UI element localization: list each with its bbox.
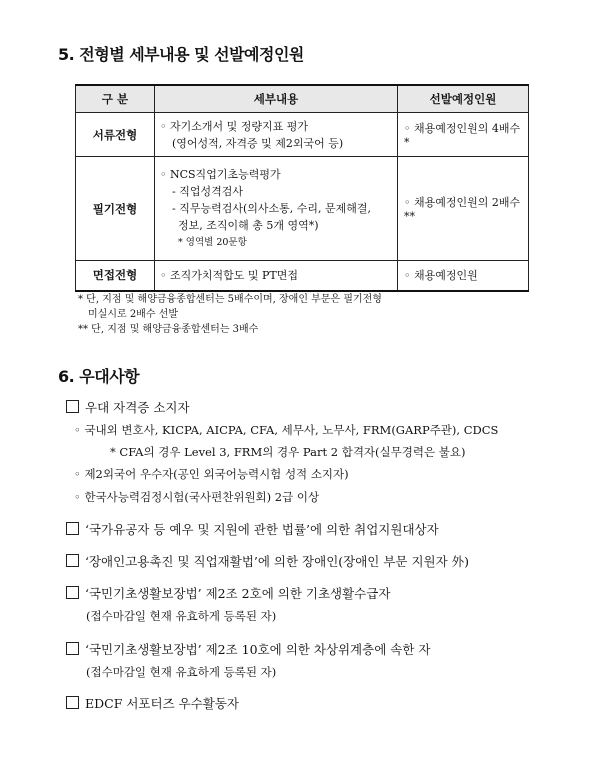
list-item: (접수마감일 현재 유효하게 등록된 자) bbox=[86, 665, 277, 679]
checkbox-icon bbox=[66, 586, 79, 599]
detail-line: ◦ 자기소개서 및 정량지표 평가 bbox=[160, 119, 308, 133]
row-detail bbox=[155, 157, 398, 261]
col-header-category: 구 분 bbox=[76, 85, 155, 113]
checkbox-icon bbox=[66, 522, 79, 535]
list-item: ◦ 국내외 변호사, KICPA, AICPA, CFA, 세무사, 노무사, FRM(GARP주관), CDCS bbox=[74, 423, 499, 437]
checkbox-icon bbox=[66, 696, 79, 709]
row-label: 필기전형 bbox=[76, 157, 155, 261]
list-item: ‘국가유공자 등 예우 및 지원에 관한 법률’에 의한 취업지원대상자 bbox=[66, 520, 439, 538]
list-item: 우대 자격증 소지자 bbox=[66, 398, 190, 416]
table-row bbox=[76, 261, 529, 291]
checkbox-icon bbox=[66, 400, 79, 413]
list-item: (접수마감일 현재 유효하게 등록된 자) bbox=[86, 609, 277, 623]
detail-line: - 직무능력검사(의사소통, 수리, 문제해결, bbox=[172, 202, 372, 215]
list-item: * CFA의 경우 Level 3, FRM의 경우 Part 2 합격자(실무경력은 불요) bbox=[110, 445, 466, 459]
detail-line: ◦ NCS직업기초능력평가 bbox=[160, 168, 281, 181]
list-item: EDCF 서포터즈 우수활동자 bbox=[66, 694, 239, 712]
table-row bbox=[76, 157, 529, 261]
note-line: 미실시로 2배수 선발 bbox=[88, 309, 178, 320]
row-label: 서류전형 bbox=[76, 113, 155, 157]
row-detail: ◦ 조직가치적합도 및 PT면접 bbox=[155, 261, 398, 291]
row-label: 면접전형 bbox=[76, 261, 155, 291]
checkbox-icon bbox=[66, 554, 79, 567]
selection-table bbox=[75, 84, 529, 292]
row-selection: ◦ 채용예정인원의 4배수* bbox=[398, 113, 529, 157]
list-item: ‘국민기초생활보장법’ 제2조 10호에 의한 차상위계층에 속한 자 bbox=[66, 640, 430, 658]
checkbox-icon bbox=[66, 642, 79, 655]
detail-note: * 영역별 20문항 bbox=[178, 237, 247, 248]
note-line: ** 단, 지점 및 해양금융종합센터는 3배수 bbox=[78, 324, 259, 335]
detail-line: - 직업성격검사 bbox=[172, 185, 243, 198]
list-item: ‘장애인고용촉진 및 직업재활법’에 의한 장애인(장애인 부문 지원자 外) bbox=[66, 552, 469, 570]
list-item: ◦ 한국사능력검정시험(국사편찬위원회) 2급 이상 bbox=[74, 490, 320, 504]
list-item: ◦ 제2외국어 우수자(공인 외국어능력시험 성적 소지자) bbox=[74, 467, 349, 481]
table-notes bbox=[78, 292, 382, 337]
note-line: * 단, 지점 및 해양금융종합센터는 5배수이며, 장애인 부문은 필기전형 bbox=[78, 294, 382, 305]
row-selection: ◦ 채용예정인원의 2배수** bbox=[398, 157, 529, 261]
section6-title: 6. 우대사항 bbox=[58, 367, 140, 386]
detail-line: (영어성적, 자격증 및 제2외국어 등) bbox=[172, 136, 344, 150]
section5-title: 5. 전형별 세부내용 및 선발예정인원 bbox=[58, 45, 304, 64]
detail-line: 정보, 조직이해 총 5개 영역*) bbox=[178, 219, 319, 232]
row-detail bbox=[155, 113, 398, 157]
col-header-detail: 세부내용 bbox=[155, 85, 398, 113]
list-item: ‘국민기초생활보장법’ 제2조 2호에 의한 기초생활수급자 bbox=[66, 584, 390, 602]
row-selection: ◦ 채용예정인원 bbox=[398, 261, 529, 291]
table-row bbox=[76, 113, 529, 157]
col-header-selection: 선발예정인원 bbox=[398, 85, 529, 113]
